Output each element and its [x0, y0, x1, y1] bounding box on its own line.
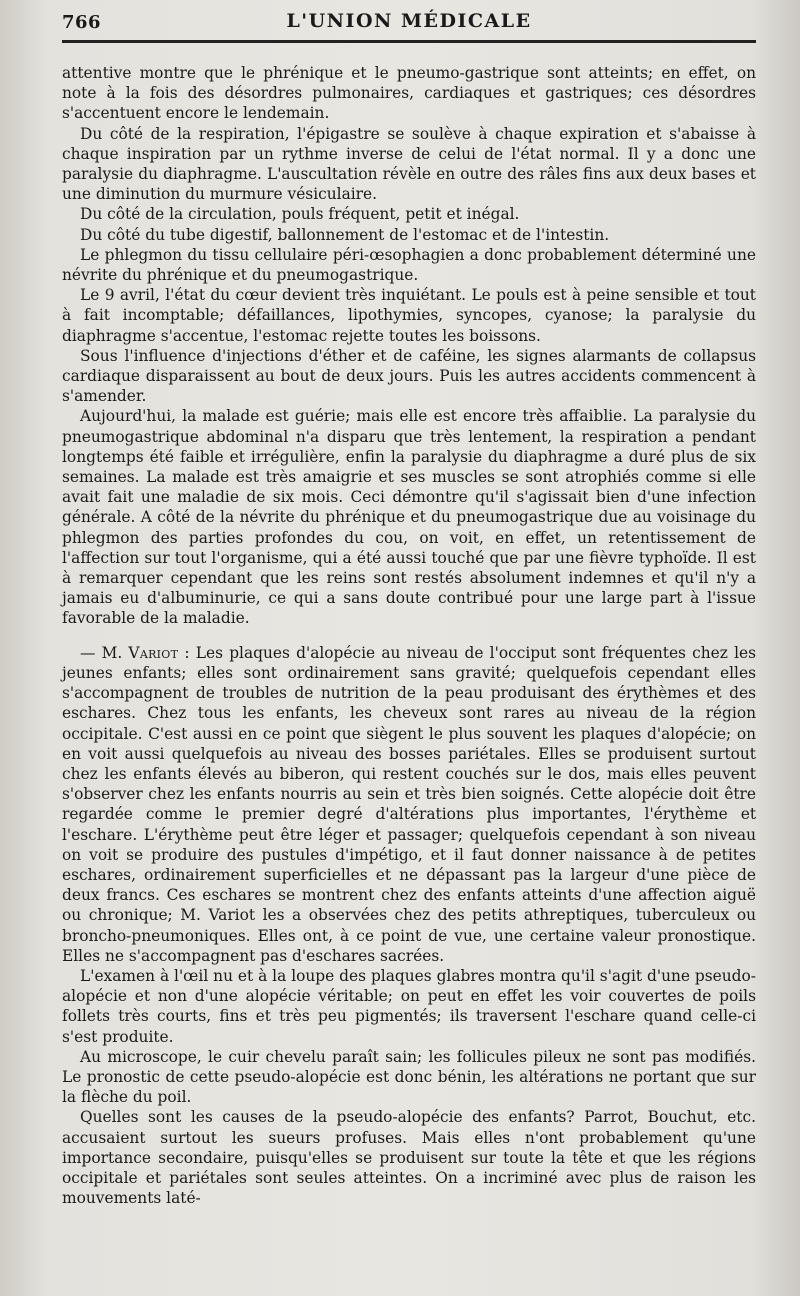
paragraph: attentive montre que le phrénique et le pneumo-gastrique sont atteints; en effet, on note à la fois des désordres pulmonaires, cardiaques et gastriques; ces désordres s'accentuent encore le lendemain. — [62, 64, 756, 123]
speaker-paragraph — [62, 643, 756, 966]
paragraph: Du côté de la respiration, l'épigastre se soulève à chaque expiration et s'abaisse à chaque inspiration par un rythme inverse de celui de l'état normal. Il y a donc une paralysie du diaphragme. L'auscultation révèle en outre des râles fins aux deux bases et une diminution du murmure vésiculaire. — [62, 124, 756, 204]
journal-title: L'UNION MÉDICALE — [286, 10, 532, 32]
paragraph: Le phlegmon du tissu cellulaire péri-œsophagien a donc probablement déterminé une névrite du phrénique et du pneumogastrique. — [62, 245, 756, 285]
paragraph: Au microscope, le cuir chevelu paraît sain; les follicules pileux ne sont pas modifiés. Le pronostic de cette pseudo-alopécie est donc bénin, les altérations ne portant que sur la flèche du poil. — [62, 1047, 756, 1107]
paragraph: Quelles sont les causes de la pseudo-alopécie des enfants? Parrot, Bouchut, etc. accusaient surtout les sueurs profuses. Mais elles n'ont probablement qu'une importance secondaire, puisqu'elles se produisent sur toute la tête et que les régions occipitale et pariétales sont seules atteintes. On a incriminé avec plus de raison les mouvements laté- — [62, 1108, 756, 1208]
paragraph: Sous l'influence d'injections d'éther et de caféine, les signes alarmants de collapsus cardiaque disparaissent au bout de deux jours. Puis les autres accidents commencent à s'amender. — [62, 346, 756, 406]
paragraph: Aujourd'hui, la malade est guérie; mais elle est encore très affaiblie. La paralysie du pneumogastrique abdominal n'a disparu que très lentement, la respiration a pendant longtemps été faible et irrégulière, enfin la paralysie du diaphragme a duré plus de six semaines. La malade est très amaigrie et ses muscles se sont atrophiés comme si elle avait fait une maladie de six mois. Ceci démontre qu'il s'agissait bien d'une infection générale. A côté de la névrite du phrénique et du pneumogastrique due au voisinage du phlegmon des parties profondes du cou, on voit, en effet, un retentissement de l'affection sur tout l'organisme, qui a été aussi touché que par une fièvre typhoïde. Il est à remarquer cependant que les reins sont restés absolument indemnes et qu'il n'y a jamais eu d'albuminurie, ce qui a sans doute contribué pour une large part à l'issue favorable de la maladie. — [62, 407, 756, 628]
article-body — [62, 63, 756, 1208]
section-break — [62, 629, 756, 643]
page-number: 766 — [62, 12, 102, 33]
paragraph: Du côté de la circulation, pouls fréquent, petit et inégal. — [80, 205, 520, 224]
speaker-prefix: — M. — [80, 643, 129, 662]
speaker-name: Variot — [128, 643, 179, 662]
speaker-text: : Les plaques d'alopécie au niveau de l'occiput sont fréquentes chez les jeunes enfants; elles sont ordinairement sans gravité; quelquefois cependant elles s'accompagnent de troubles de nutrition de la peau produisant des érythèmes et des eschares. Chez tous les enfants, les cheveux sont rares au niveau de la région occipitale. C'est aussi en ce point que siègent le plus souvent les plaques d'alopécie; on en voit aussi quelquefois au niveau des bosses pariétales. Elles se produisent surtout chez les enfants élevés au biberon, qui restent couchés sur le dos, mais elles peuvent s'observer chez les enfants nourris au sein et très bien soignés. Cette alopécie doit être regardée comme le premier degré d'altérations plus importantes, l'érythème et l'eschare. L'érythème peut être léger et passager; quelquefois cependant à son niveau on voit se produire des pustules d'impétigo, et il faut donner naissance à de petites eschares, ordinairement superficielles et ne dépassant pas la largeur d'une pièce de deux francs. Ces eschares se montrent chez des enfants atteints d'une affection aiguë ou chronique; M. Variot les a observées chez des petits athreptiques, tuberculeux ou broncho-pneumoniques. Elles ont, à ce point de vue, une certaine valeur pronostique. Elles ne s'accompagnent pas d'eschares sacrées. — [62, 643, 756, 965]
paragraph: Le 9 avril, l'état du cœur devient très inquiétant. Le pouls est à peine sensible et tout à fait incomptable; défaillances, lipothymies, syncopes, cyanose; la paralysie du diaphragme s'accentue, l'estomac rejette toutes les boissons. — [62, 286, 756, 345]
running-header — [62, 0, 756, 43]
paragraph: L'examen à l'œil nu et à la loupe des plaques glabres montra qu'il s'agit d'une pseudo-alopécie et non d'une alopécie véritable; on peut en effet les voir couvertes de poils follets très courts, fins et très peu pigmentés; ils traversent l'eschare quand celle-ci s'est produite. — [62, 966, 756, 1046]
paragraph: Du côté du tube digestif, ballonnement de l'estomac et de l'intestin. — [80, 225, 610, 244]
